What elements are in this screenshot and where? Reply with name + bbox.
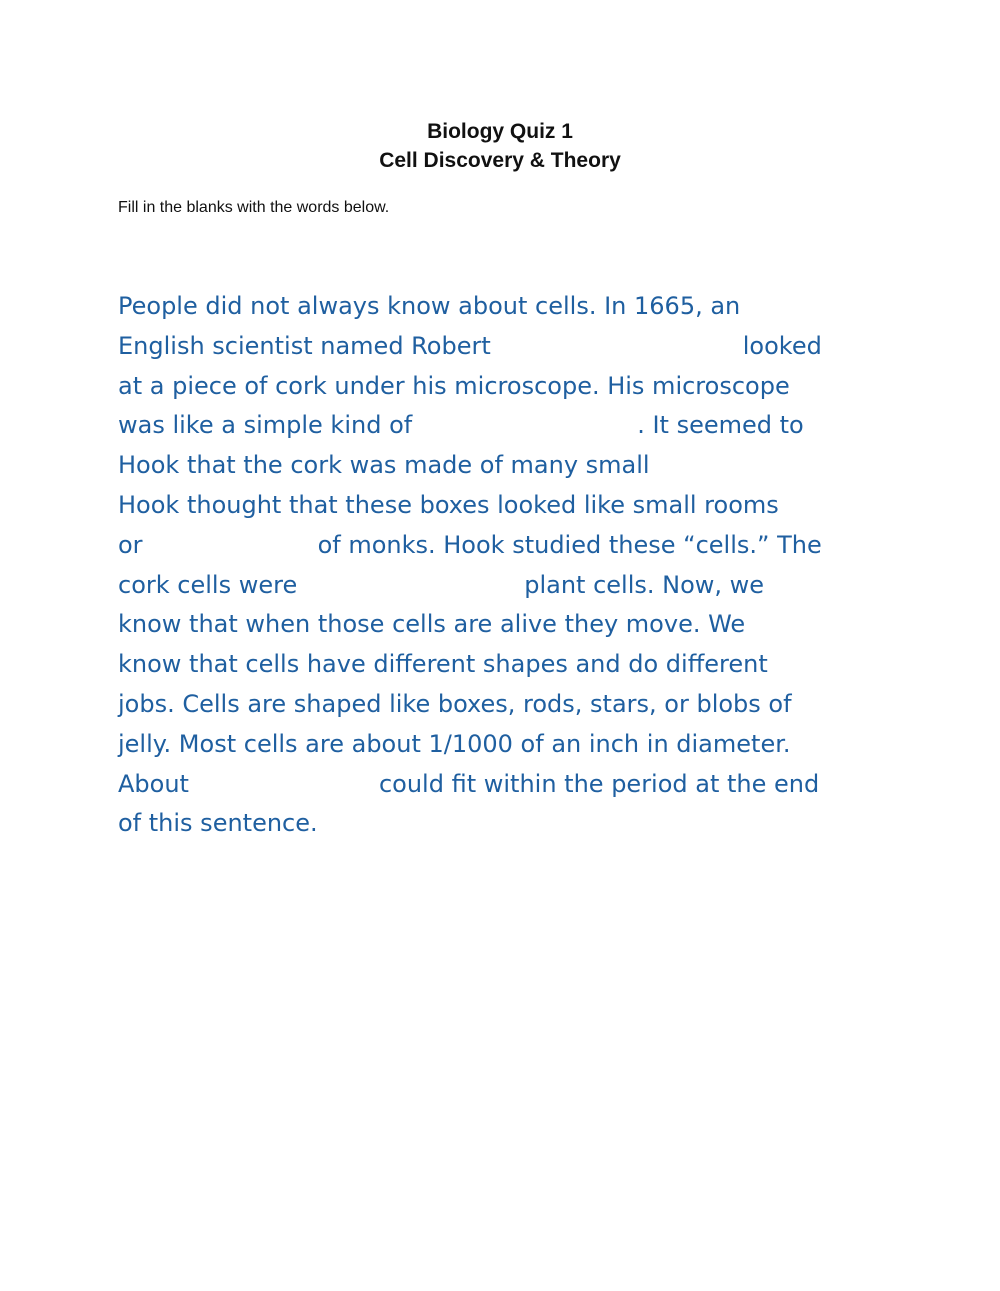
blank-3-drop-zone[interactable]: [650, 449, 810, 479]
passage-line: [118, 566, 918, 606]
passage-line: [118, 486, 918, 526]
passage-line: [118, 446, 918, 486]
title-block: [0, 117, 1000, 175]
passage-line: [118, 685, 918, 725]
blank-1-drop-zone[interactable]: [491, 330, 743, 360]
passage-text: know that when those cells are alive they move. We: [118, 610, 746, 639]
blank-4-drop-zone[interactable]: [143, 529, 318, 559]
passage-line: [118, 645, 918, 685]
blank-2-drop-zone[interactable]: [412, 409, 637, 439]
passage-text: or: [118, 530, 143, 559]
passage-text: at a piece of cork under his microscope. His microscope: [118, 371, 790, 400]
passage-line: [118, 605, 918, 645]
passage-text: looked: [742, 331, 822, 360]
passage-line: [118, 406, 918, 446]
passage-text: of this sentence.: [118, 809, 318, 838]
blank-6-drop-zone[interactable]: [189, 768, 379, 798]
passage-line: [118, 804, 918, 844]
passage-text: jobs. Cells are shaped like boxes, rods, stars, or blobs of: [118, 689, 792, 718]
passage-text: cork cells were: [118, 570, 298, 599]
passage-line: [118, 526, 918, 566]
passage-text: . It seemed to: [637, 411, 804, 440]
fill-in-passage: [118, 287, 918, 844]
quiz-title: Biology Quiz 1: [427, 120, 573, 143]
passage-text: Hook that the cork was made of many small: [118, 451, 650, 480]
passage-line: [118, 765, 918, 805]
passage-text: of monks. Hook studied these “cells.” The: [317, 530, 822, 559]
passage-line: [118, 327, 918, 367]
quiz-subtitle: Cell Discovery & Theory: [379, 149, 621, 172]
passage-text: plant cells. Now, we: [524, 570, 765, 599]
instructions-text: Fill in the blanks with the words below.: [118, 199, 390, 216]
passage-text: People did not always know about cells. In 1665, an: [118, 292, 741, 320]
passage-line: [118, 287, 918, 327]
passage-line: [118, 725, 918, 765]
passage-text: About: [118, 769, 189, 798]
passage-text: English scientist named Robert: [118, 331, 491, 360]
passage-line: [118, 367, 918, 407]
passage-text: Hook thought that these boxes looked like small rooms: [118, 490, 779, 519]
passage-text: know that cells have different shapes and do different: [118, 650, 768, 679]
passage-text: jelly. Most cells are about 1/1000 of an inch in diameter.: [118, 729, 791, 758]
blank-5-drop-zone[interactable]: [297, 569, 524, 599]
passage-text: could fit within the period at the end: [378, 769, 820, 798]
passage-text: was like a simple kind of: [118, 411, 413, 440]
